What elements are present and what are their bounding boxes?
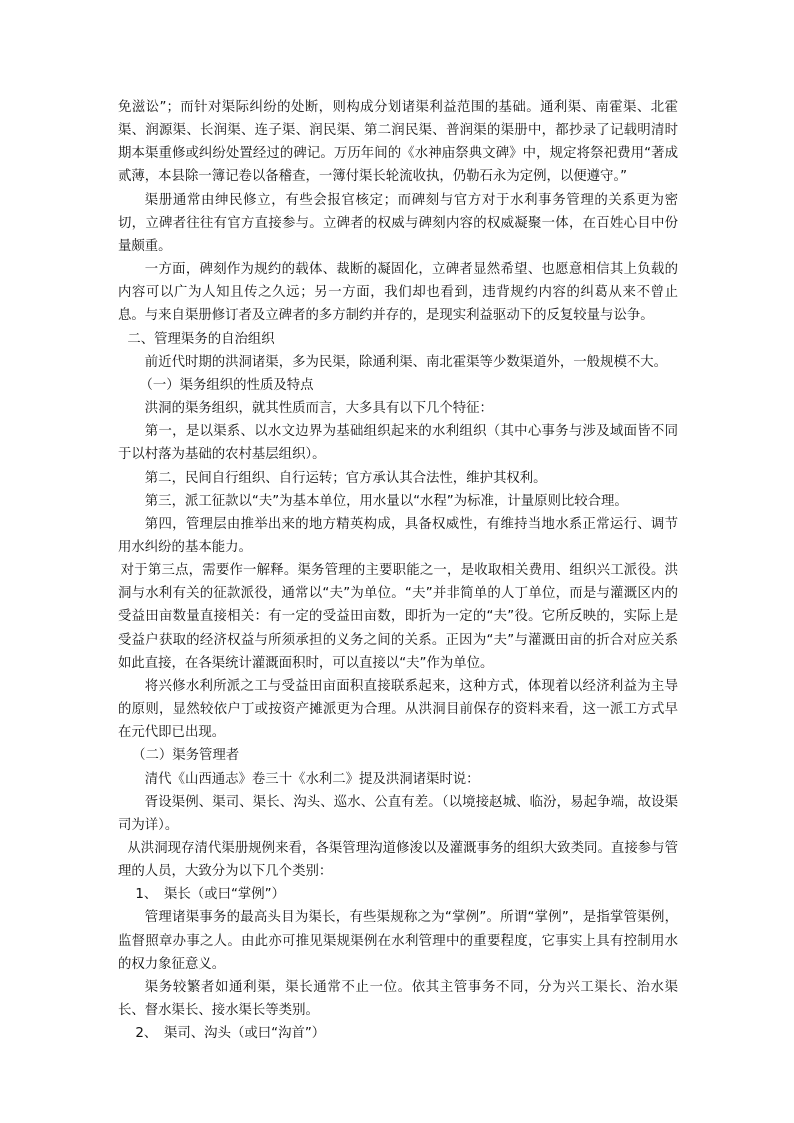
numbered-heading: 2、 渠司、沟头（或曰“沟首”） (135, 1026, 326, 1042)
subsection-heading: （一）渠务组织的性质及特点 (139, 377, 314, 393)
paragraph: 渠册通常由绅民修立，有些会报官核定；而碑刻与官方对于水利事务管理的关系更为密切，立碑者往往有官方直接参与。立碑者的权威与碑刻内容的权威凝聚一体，在百姓心目中份量颇重。 (118, 192, 678, 254)
paragraph: 一方面，碑刻作为规约的载体、裁断的凝固化，立碑者显然希望、也愿意相信其上负载的内容可以广为人知且传之久远；另一方面，我们却也看到，违背规约内容的纠葛从来不曾止息。与来自渠册修订者及立碑者的多方制约并存的，是现实利益驱动下的反复较量与讼争。 (118, 262, 678, 324)
list-item: 第一，是以渠系、以水文边界为基础组织起来的水利组织（其中心事务与涉及域面皆不同于以村落为基础的农村基层组织）。 (118, 424, 678, 463)
paragraph: 免滋讼”；而针对渠际纠纷的处断，则构成分划诸渠利益范围的基础。通利渠、南霍渠、北霍渠、润源渠、长润渠、连子渠、润民渠、第二润民渠、普润渠的渠册中，都抄录了记载明清时期本渠重修或纠纷处置经过的碑记。万历年间的《水神庙祭典文碑》中，规定将祭祀费用“著成贰薄，本县除一簿记卷以备稽查，一簿付渠长轮流收执，仍勒石永为定例，以便遵守。” (118, 100, 678, 185)
paragraph: 将兴修水利所派之工与受益田亩面积直接联系起来，这种方式，体现着以经济利益为主导的原则，显然较依户丁或按资产摊派更为合理。从洪洞目前保存的资料来看，这一派工方式早在元代即已出现。 (118, 678, 678, 741)
document-page (118, 96, 678, 1045)
numbered-heading: 1、 渠长（或曰“掌例”） (135, 887, 286, 903)
paragraph: 管理诸渠事务的最高头目为渠长，有些渠规称之为“掌例”。所谓“掌例”，是指掌管渠例，监督照章办事之人。由此亦可推见渠规渠例在水利管理中的重要程度，它事实上具有控制用水的权力象征意义。 (118, 910, 678, 972)
paragraph: 渠务较繁者如通利渠，渠长通常不止一位。依其主管事务不同，分为兴工渠长、治水渠长、督水渠长、接水渠长等类别。 (118, 979, 678, 1019)
block-quote: 胥设渠例、渠司、渠长、沟头、巡水、公直有差。（以境接赵城、临汾，易起争端，故设渠司为详）。 (118, 794, 678, 833)
list-item: 第二，民间自行组织、自行运转；官方承认其合法性，维护其权利。 (144, 470, 547, 486)
paragraph: 对于第三点，需要作一解释。渠务管理的主要职能之一，是收取相关费用、组织兴工派役。洪洞与水利有关的征款派役，通常以“夫”为单位。“夫”并非简单的人丁单位，而是与灌溉区内的受益田亩数量直接相关：有一定的受益田亩数，即折为一定的“夫”役。它所反映的，实际上是受益户获取的经济权益与所须承担的义务之间的关系。正因为“夫”与灌溉田亩的折合对应关系如此直接，在各渠统计灌溉面积时，可以直接以“夫”作为单位。 (118, 563, 678, 671)
paragraph: 洪洞的渠务组织，就其性质而言，大多具有以下几个特征： (144, 401, 493, 417)
paragraph: 前近代时期的洪洞诸渠，多为民渠，除通利渠、南北霍渠等少数渠道外，一般规模不大。 (144, 354, 668, 370)
section-heading: 二、管理渠务的自治组织 (127, 331, 275, 347)
paragraph: 清代《山西通志》卷三十《水利二》提及洪洞诸渠时说： (144, 771, 480, 787)
list-item: 第四，管理层由推举出来的地方精英构成，具备权威性，有维持当地水系正常运行、调节用水纠纷的基本能力。 (118, 516, 678, 555)
subsection-heading: （二）渠务管理者 (132, 748, 240, 764)
paragraph: 从洪洞现存清代渠册规例来看，各渠管理沟道修浚以及灌溉事务的组织大致类同。直接参与管理的人员，大致分为以下几个类别： (118, 841, 678, 880)
list-item: 第三，派工征款以“夫”为基本单位，用水量以“水程”为标准，计量原则比较合理。 (144, 493, 628, 509)
